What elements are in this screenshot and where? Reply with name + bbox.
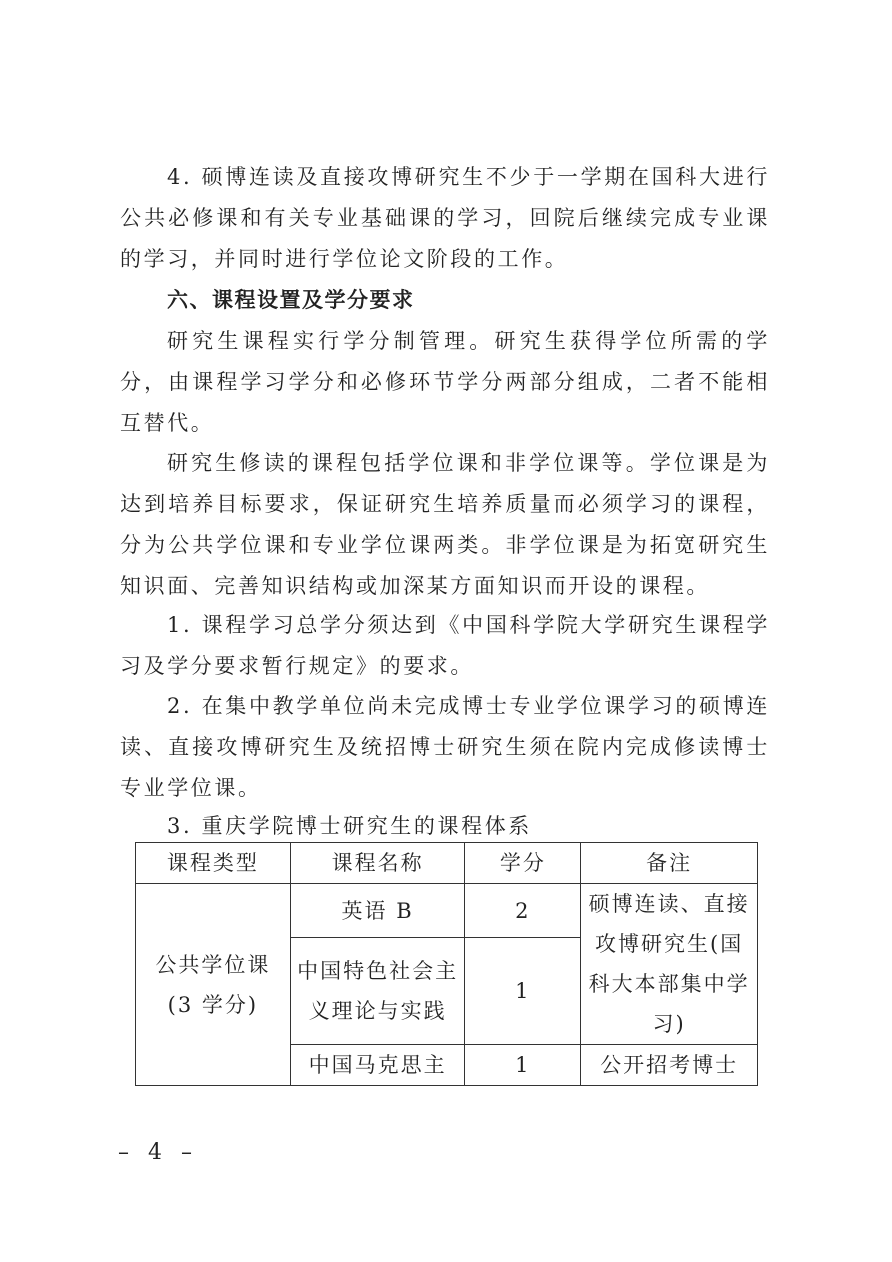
table-header-row [136, 843, 758, 884]
paragraph-4: 1. 课程学习总学分须达到《中国科学院大学研究生课程学习及学分要求暂行规定》的要求。 [120, 613, 770, 678]
course-name-cell: 中国马克思主 [290, 1045, 465, 1086]
header-course-type: 课程类型 [136, 843, 291, 884]
course-name-cell: 英语 B [290, 884, 465, 938]
header-course-name: 课程名称 [290, 843, 465, 884]
credit-cell: 1 [465, 938, 581, 1045]
note-cell: 硕博连读、直接攻博研究生(国科大本部集中学习) [581, 884, 758, 1045]
course-name-cell: 中国特色社会主义理论与实践 [290, 938, 465, 1045]
paragraph-3: 研究生修读的课程包括学位课和非学位课等。学位课是为达到培养目标要求，保证研究生培养质量而必须学习的课程，分为公共学位课和专业学位课两类。非学位课是为拓宽研究生知识面、完善知识结构或加深某方面知识而开设的课程。 [120, 451, 770, 598]
table-caption: 3. 重庆学院博士研究生的课程体系 [167, 814, 532, 838]
paragraph-2: 研究生课程实行学分制管理。研究生获得学位所需的学分，由课程学习学分和必修环节学分两部分组成，二者不能相互替代。 [120, 329, 770, 435]
category-credit: (3 学分) [167, 992, 259, 1017]
note-cell: 公开招考博士 [581, 1045, 758, 1086]
category-cell [136, 884, 291, 1086]
header-note: 备注 [581, 843, 758, 884]
credit-cell: 1 [465, 1045, 581, 1086]
table-row [136, 884, 758, 938]
credit-cell: 2 [465, 884, 581, 938]
header-credit: 学分 [465, 843, 581, 884]
paragraph-5: 2. 在集中教学单位尚未完成博士专业学位课学习的硕博连读、直接攻博研究生及统招博士研究生须在院内完成修读博士专业学位课。 [120, 694, 770, 800]
course-table [135, 842, 758, 1086]
section-heading-6: 六、课程设置及学分要求 [167, 288, 415, 312]
page-number: – 4 – [118, 1140, 198, 1165]
paragraph-1: 4. 硕博连读及直接攻博研究生不少于一学期在国科大进行公共必修课和有关专业基础课的学习，回院后继续完成专业课的学习，并同时进行学位论文阶段的工作。 [120, 165, 770, 271]
category-name: 公共学位课 [155, 952, 271, 977]
